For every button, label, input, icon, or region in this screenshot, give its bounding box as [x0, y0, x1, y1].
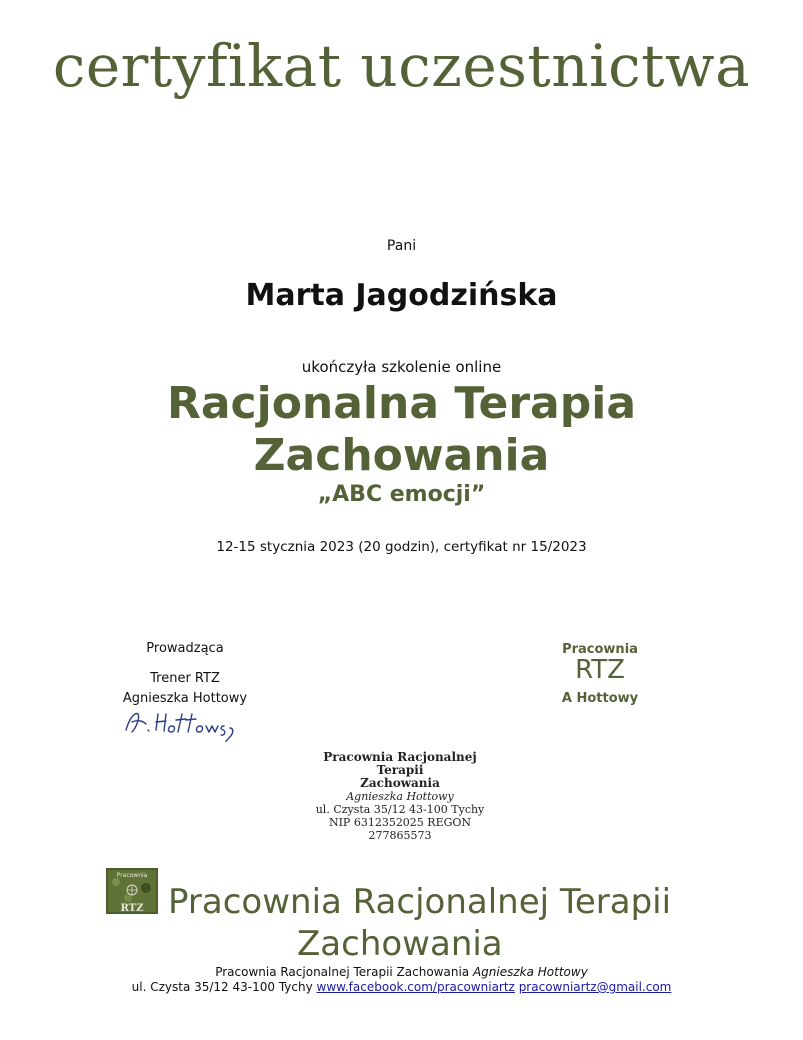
stamp-line3: Agnieszka Hottowy — [346, 790, 454, 803]
leader-trainer-label: Trener RTZ — [150, 671, 220, 686]
footer-owner-name: Agnieszka Hottowy — [472, 965, 588, 979]
course-subtitle: „ABC emocji” — [317, 482, 486, 507]
rtz-logo — [106, 868, 158, 914]
stamp-line1: Pracownia Racjonalnej Terapii — [323, 750, 477, 777]
footer-street: ul. Czysta 35/12 43-100 Tychy — [131, 980, 317, 994]
recipient-name: Marta Jagodzińska — [245, 278, 558, 313]
handwritten-signature — [120, 706, 250, 742]
logo-top-text: Pracownia — [116, 872, 148, 879]
completion-text: ukończyła szkolenie online — [301, 358, 502, 376]
stamp-line2: Zachowania — [360, 776, 440, 790]
leader-role-label: Prowadząca — [146, 641, 224, 656]
stamp-line4: ul. Czysta 35/12 43-100 Tychy — [315, 803, 485, 816]
footer-address-line1 — [0, 965, 803, 979]
footer-org-line1: Pracownia Racjonalnej Terapii — [168, 882, 672, 922]
email-link[interactable]: pracowniartz@gmail.com — [518, 980, 672, 994]
logo-bottom-text: RTZ — [120, 903, 144, 914]
footer-org-name: Pracownia Racjonalnej Terapii Zachowania — [215, 965, 473, 979]
leader-name: Agnieszka Hottowy — [122, 691, 248, 706]
course-title-line2: Zachowania — [253, 430, 550, 481]
footer-address-line2 — [0, 980, 803, 994]
salutation: Pani — [386, 238, 417, 254]
stamp-line5: NIP 6312352025 REGON 277865573 — [328, 816, 472, 842]
facebook-link[interactable]: www.facebook.com/pracowniartz — [316, 980, 515, 994]
course-title-line1: Racjonalna Terapia — [166, 378, 637, 429]
date-line: 12-15 stycznia 2023 (20 godzin), certyfikat nr 15/2023 — [216, 539, 587, 555]
footer-org-line2: Zachowania — [297, 924, 503, 964]
rtz-mark-middle: RTZ — [575, 655, 625, 685]
rtz-mark-top: Pracownia — [562, 642, 638, 657]
rtz-mark-bottom: A Hottowy — [561, 691, 639, 706]
certificate-title: certyfikat uczestnictwa — [52, 32, 751, 100]
company-stamp — [300, 751, 500, 842]
